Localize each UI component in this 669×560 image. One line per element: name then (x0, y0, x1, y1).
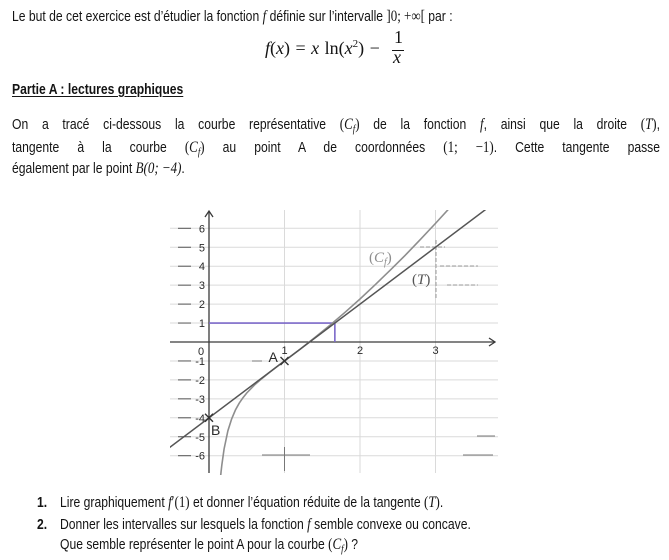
x-tick-label: 1 (281, 345, 288, 357)
series-letter: C (374, 250, 385, 266)
curve-sub: f (197, 146, 201, 158)
intro-text-before: Le but de cet exercice est d’étudier la fonction (12, 8, 263, 25)
curve-letter: C (344, 116, 353, 133)
interval: ]0; +∞[ (386, 8, 425, 25)
x-tick-label: 2 (356, 345, 364, 357)
p-text: . (181, 160, 185, 177)
q-text: . (439, 494, 444, 511)
y-tick-label: -5 (195, 431, 205, 444)
paren: ) (355, 116, 360, 133)
paragraph-line-1 (12, 116, 660, 138)
fraction-numerator: 1 (394, 27, 403, 47)
intro-text-after: par : (424, 8, 453, 25)
formula-f: f (265, 38, 271, 58)
formula-close-eq: ) = (284, 38, 312, 58)
p-text: tangente à la courbe (12, 139, 185, 156)
series-letter: T (417, 272, 426, 288)
y-tick-label: 6 (198, 223, 205, 236)
fraction-den-var: x (393, 47, 401, 67)
q-text: et donner l’équation réduite de la tangente (189, 494, 425, 511)
paren: ) (386, 250, 392, 266)
function-symbol: f (307, 516, 311, 533)
q-text: ? (347, 536, 359, 553)
curve-symbol (340, 116, 360, 133)
curve-cf-label (369, 250, 392, 268)
guide-lines (209, 323, 335, 342)
paren: ( (640, 116, 646, 133)
paren: ) (343, 536, 348, 553)
tangent-letter: T (428, 494, 436, 511)
derivative-f: f (168, 494, 172, 511)
y-tick-label: 5 (198, 242, 205, 255)
paragraph-line-3 (12, 160, 185, 178)
formula-factor: x (311, 38, 320, 58)
tangent-line-t (167, 207, 488, 449)
origin-label: 0 (197, 346, 205, 358)
question-2-text (60, 516, 471, 534)
formula-var: x (276, 38, 285, 58)
q-text: semble convexe ou concave. (310, 516, 471, 533)
p-text: également par le point (12, 160, 136, 177)
y-tick-label: 2 (198, 299, 205, 312)
paren: ( (184, 139, 190, 156)
paragraph-line-2 (12, 139, 660, 161)
tangent-symbol (641, 116, 657, 133)
question-1-number: 1. (37, 494, 48, 511)
p-text: On a tracé ci-dessous la courbe représentative (12, 116, 340, 133)
y-tick-label: -1 (195, 355, 205, 368)
curve-symbol (328, 536, 348, 553)
paren: ) (200, 139, 205, 156)
p-text: . Cette tangente passe (493, 139, 661, 156)
function-symbol: f (262, 8, 267, 25)
question-2-number: 2. (37, 516, 48, 533)
y-tick-label: -4 (195, 412, 205, 425)
tangent-t-label (412, 272, 430, 288)
function-symbol: f (480, 116, 484, 133)
curve-letter: C (189, 139, 198, 156)
p-text: , (656, 116, 660, 133)
curve-sub: f (341, 543, 344, 555)
function-graph (170, 205, 500, 475)
paren: ) (425, 272, 431, 288)
formula-exponent: 2 (352, 38, 359, 50)
y-tick-label: 4 (198, 261, 205, 274)
tangent-symbol (424, 494, 440, 511)
p-text: au point A de coordonnées (204, 139, 444, 156)
paren: ( (424, 494, 429, 511)
p-text: , ainsi que la droite (483, 116, 641, 133)
curve-letter: C (332, 536, 342, 553)
paren: ) (435, 494, 440, 511)
point-a-coordinates: (1; −1) (443, 139, 494, 156)
curve-sub: f (352, 123, 356, 135)
y-tick-label: -2 (195, 374, 205, 387)
intro-line (12, 8, 453, 26)
y-tick-label: 3 (198, 280, 205, 293)
derivative-arg: ′(1) (171, 494, 190, 511)
section-heading: Partie A : lectures graphiques (12, 81, 184, 98)
question-2-line-2 (60, 536, 358, 558)
question-1-text (60, 494, 443, 512)
formula-ln: ln( (319, 38, 345, 58)
y-tick-label: 1 (198, 318, 205, 331)
q-text: Donner les intervalles sur lesquels la fonction (60, 516, 308, 533)
y-tick-label: -3 (195, 393, 205, 406)
formula-arg: x (344, 38, 353, 58)
intro-text-middle: définie sur l’intervalle (266, 8, 387, 25)
fraction-denominator (393, 47, 401, 67)
p-text: de la fonction (359, 116, 481, 133)
y-tick-label: -6 (195, 450, 205, 463)
q-text: Lire graphiquement (60, 494, 169, 511)
point-a-label: A (268, 348, 278, 365)
series-sub: f (384, 257, 387, 268)
paren: ( (369, 250, 374, 266)
formula-open: ( (270, 38, 277, 58)
point-b-label: B (211, 421, 221, 438)
paren: ( (412, 272, 417, 288)
point-b: B(0; −4) (135, 160, 182, 177)
formula (265, 38, 380, 58)
paren: ) (652, 116, 657, 133)
paren: ( (339, 116, 345, 133)
paren: ( (328, 536, 333, 553)
curve-symbol (185, 139, 205, 156)
formula-close-minus: ) − (358, 38, 380, 58)
tangent-letter: T (645, 116, 653, 133)
q-text: Que semble représenter le point A pour la courbe (60, 536, 329, 553)
x-tick-label: 3 (432, 345, 439, 357)
